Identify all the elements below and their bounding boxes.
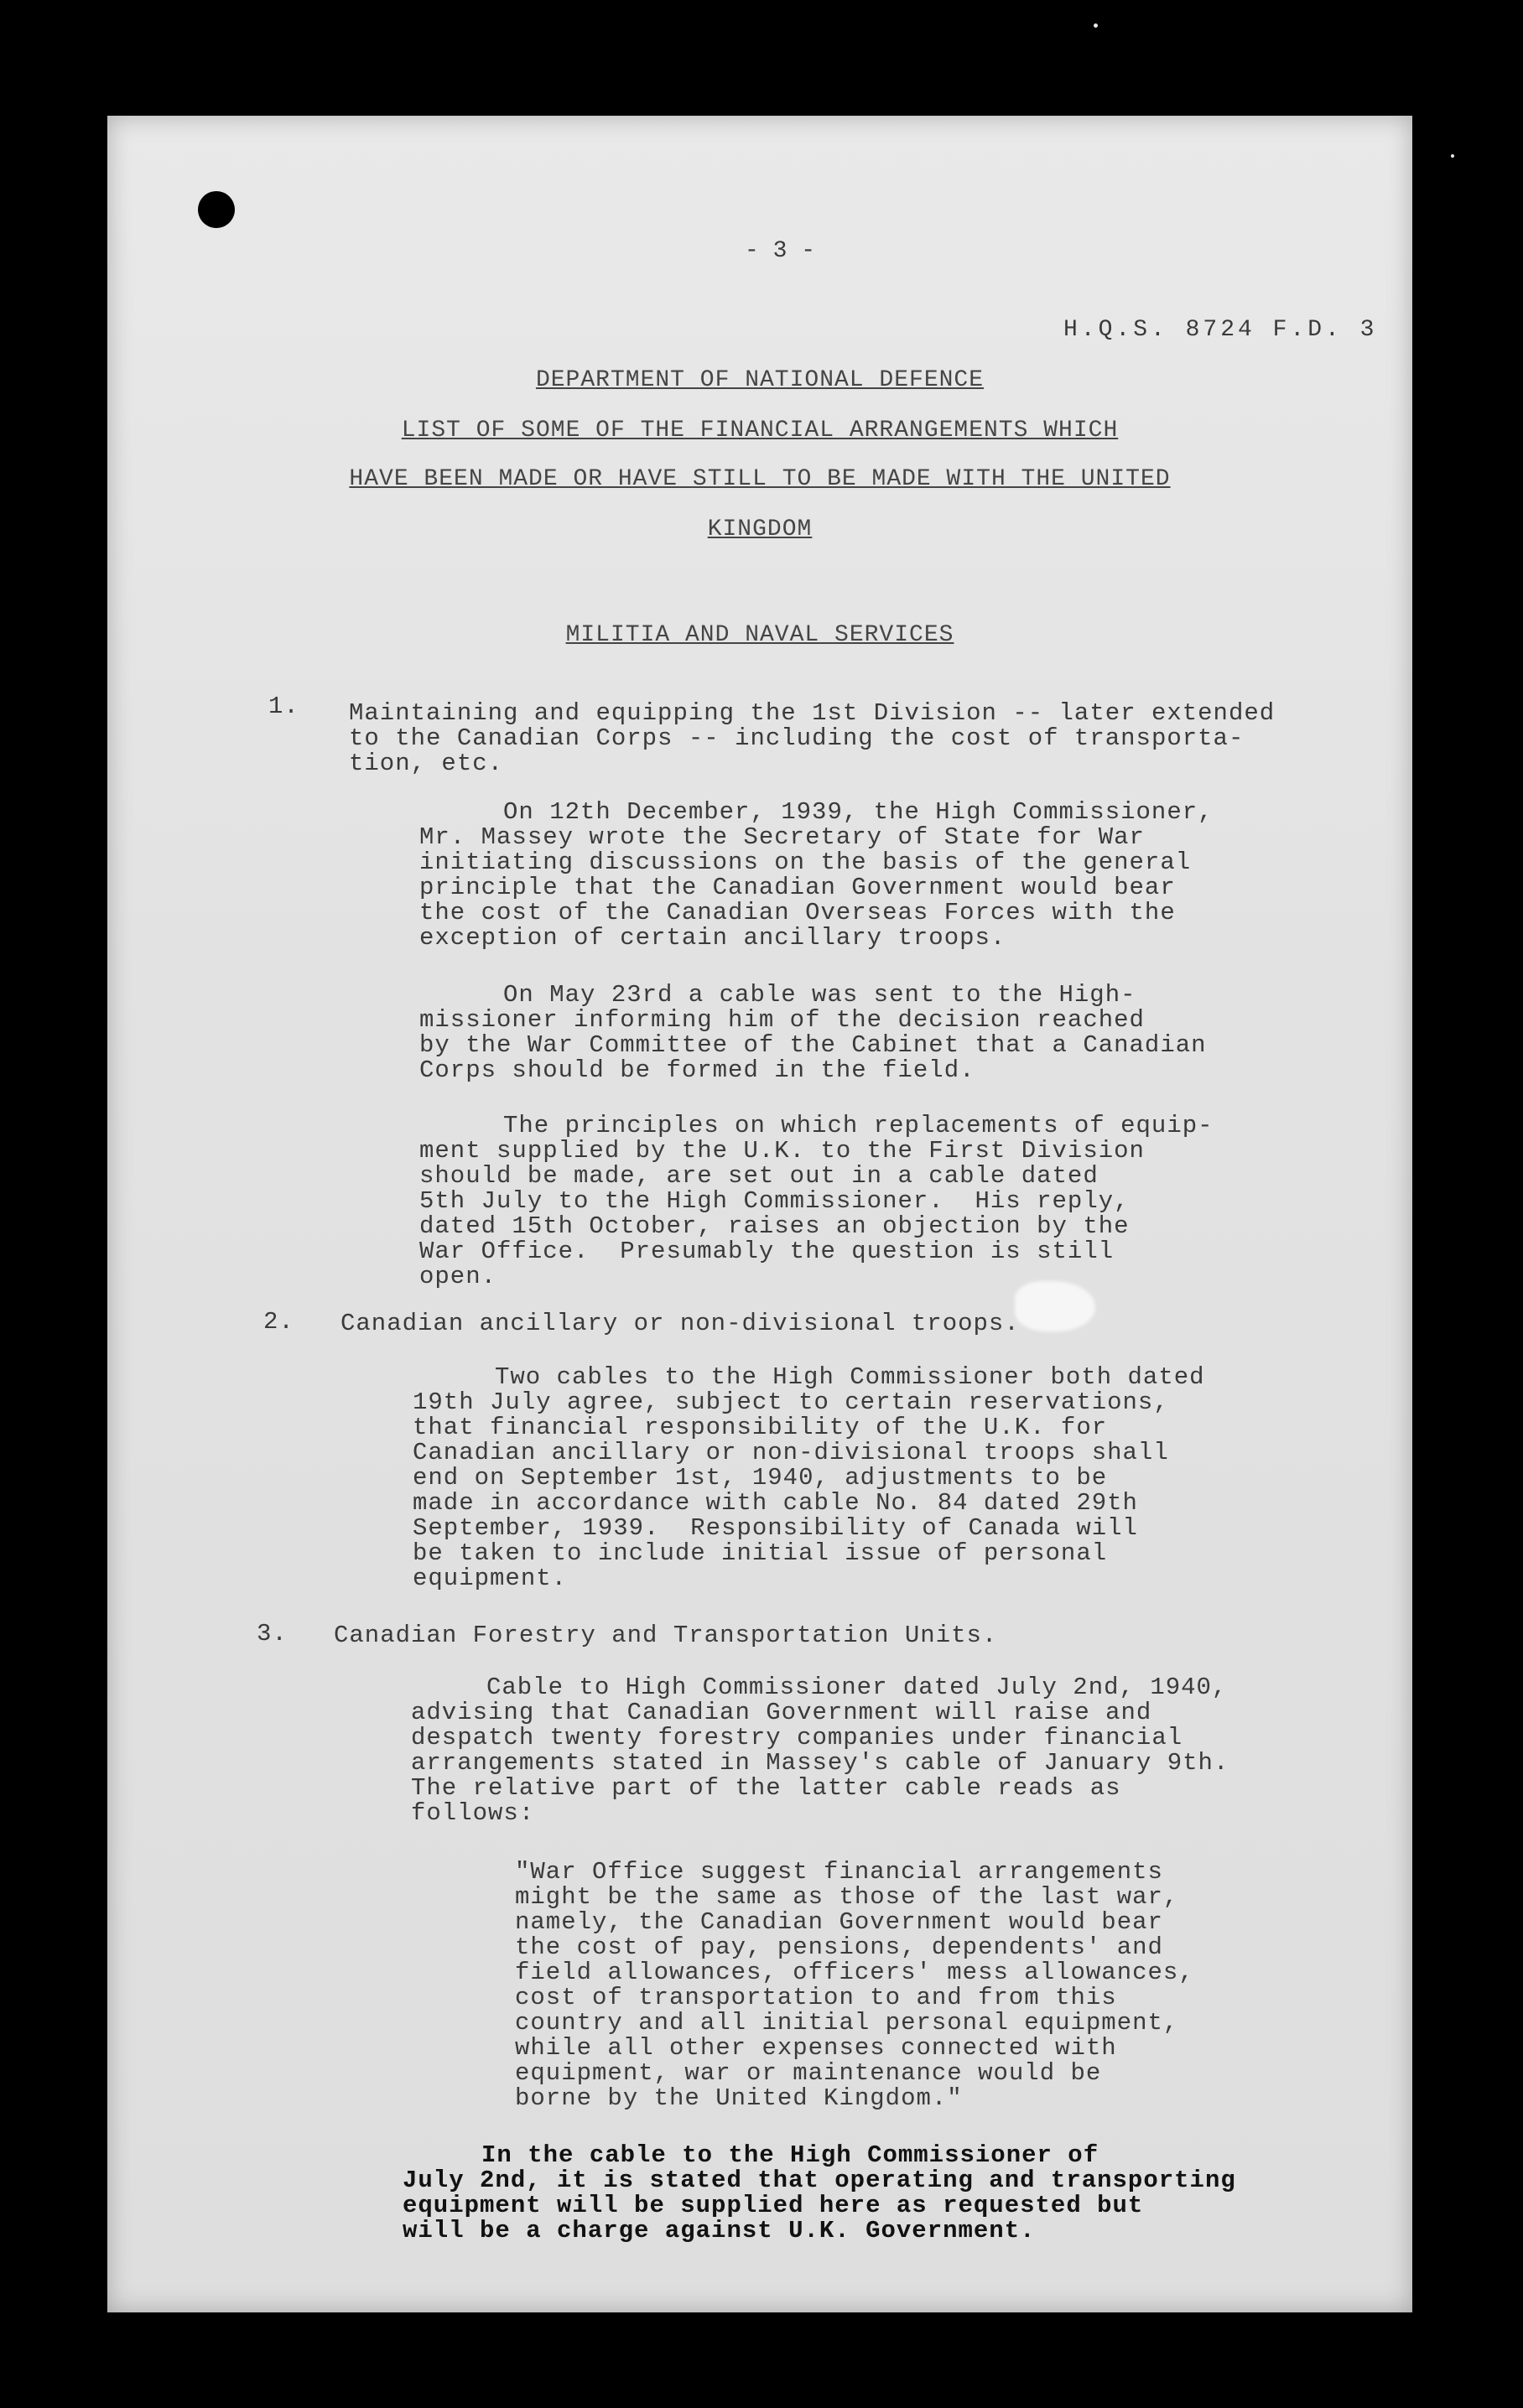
paragraph-line: The principles on which replacements of equip- xyxy=(503,1112,1214,1139)
scan-speck xyxy=(1451,154,1454,158)
quote-line: field allowances, officers' mess allowances, xyxy=(515,1959,1194,1986)
paragraph-line: should be made, are set out in a cable dated xyxy=(419,1162,1099,1190)
paragraph-line: open. xyxy=(419,1263,497,1290)
paragraph-line: principle that the Canadian Government would bear xyxy=(419,874,1176,901)
paragraph-line: by the War Committee of the Cabinet that a Canadian xyxy=(419,1031,1207,1059)
paragraph-line: arrangements stated in Massey's cable of January 9th. xyxy=(411,1749,1229,1777)
paper-damage-mark xyxy=(1015,1281,1095,1331)
closing-line: July 2nd, it is stated that operating and transporting xyxy=(403,2167,1236,2194)
item-title: Canadian Forestry and Transportation Units. xyxy=(334,1622,998,1649)
binder-punch-hole xyxy=(198,191,235,228)
document-page xyxy=(107,116,1412,2312)
paragraph-line: missioner informing him of the decision reached xyxy=(419,1006,1145,1034)
quote-line: country and all initial personal equipment, xyxy=(515,2009,1179,2037)
quote-line: while all other expenses connected with xyxy=(515,2034,1117,2062)
paragraph-line: On 12th December, 1939, the High Commissioner, xyxy=(503,798,1214,826)
paragraph-line: ment supplied by the U.K. to the First Division xyxy=(419,1137,1145,1165)
paragraph-line: September, 1939. Responsibility of Canada will xyxy=(413,1514,1138,1542)
paragraph-line: follows: xyxy=(411,1799,535,1827)
section-heading: MILITIA AND NAVAL SERVICES xyxy=(565,622,954,648)
closing-line: In the cable to the High Commissioner of xyxy=(481,2141,1099,2169)
paragraph-line: equipment. xyxy=(413,1565,568,1592)
item-title-line: to the Canadian Corps -- including the cost of transporta- xyxy=(349,724,1245,752)
paragraph-line: that financial responsibility of the U.K. for xyxy=(413,1414,1108,1441)
quote-line: might be the same as those of the last war, xyxy=(515,1883,1179,1911)
item-number: 2. xyxy=(263,1308,294,1336)
paragraph-line: made in accordance with cable No. 84 dated 29th xyxy=(413,1489,1138,1517)
paragraph-line: On May 23rd a cable was sent to the High- xyxy=(503,981,1136,1009)
file-reference: H.Q.S. 8724 F.D. 3 xyxy=(1063,317,1378,343)
quote-line: namely, the Canadian Government would bear xyxy=(515,1908,1163,1936)
page-number: - 3 - xyxy=(745,238,816,264)
paragraph-line: Cable to High Commissioner dated July 2nd, 1940, xyxy=(486,1674,1228,1701)
item-title-line: tion, etc. xyxy=(349,750,504,777)
heading-line: LIST OF SOME OF THE FINANCIAL ARRANGEMENTS WHICH xyxy=(401,418,1119,444)
paragraph-line: Canadian ancillary or non-divisional troops shall xyxy=(413,1439,1169,1466)
paragraph-line: 19th July agree, subject to certain reservations, xyxy=(413,1388,1169,1416)
quote-line: borne by the United Kingdom." xyxy=(515,2084,963,2112)
paragraph-line: despatch twenty forestry companies under financial xyxy=(411,1724,1183,1752)
heading-line: DEPARTMENT OF NATIONAL DEFENCE xyxy=(535,367,985,393)
quote-line: cost of transportation to and from this xyxy=(515,1984,1117,2011)
scan-speck xyxy=(1094,23,1098,28)
item-title: Canadian ancillary or non-divisional troops. xyxy=(340,1310,1020,1337)
paragraph-line: be taken to include initial issue of personal xyxy=(413,1539,1108,1567)
paragraph-line: dated 15th October, raises an objection by the xyxy=(419,1212,1130,1240)
item-number: 3. xyxy=(257,1620,288,1648)
paragraph-line: War Office. Presumably the question is still xyxy=(419,1238,1115,1265)
paragraph-line: initiating discussions on the basis of the general xyxy=(419,849,1192,876)
quote-line: "War Office suggest financial arrangements xyxy=(515,1858,1163,1886)
heading-line: KINGDOM xyxy=(707,516,813,542)
quote-line: equipment, war or maintenance would be xyxy=(515,2059,1102,2087)
closing-line: will be a charge against U.K. Government. xyxy=(403,2217,1036,2245)
paragraph-line: the cost of the Canadian Overseas Forces with the xyxy=(419,899,1176,926)
closing-line: equipment will be supplied here as requested but xyxy=(403,2192,1144,2219)
item-title-line: Maintaining and equipping the 1st Division -- later extended xyxy=(349,699,1276,727)
paragraph-line: end on September 1st, 1940, adjustments to be xyxy=(413,1464,1108,1492)
item-number: 1. xyxy=(268,693,299,720)
quote-line: the cost of pay, pensions, dependents' and xyxy=(515,1933,1163,1961)
heading-line: HAVE BEEN MADE OR HAVE STILL TO BE MADE WITH THE UNITED xyxy=(349,466,1171,492)
paragraph-line: Two cables to the High Commissioner both dated xyxy=(495,1363,1205,1391)
paragraph-line: 5th July to the High Commissioner. His reply, xyxy=(419,1187,1130,1215)
paragraph-line: advising that Canadian Government will raise and xyxy=(411,1699,1152,1726)
paragraph-line: Corps should be formed in the field. xyxy=(419,1056,975,1084)
paragraph-line: The relative part of the latter cable reads as xyxy=(411,1774,1121,1802)
paragraph-line: Mr. Massey wrote the Secretary of State for War xyxy=(419,823,1145,851)
paragraph-line: exception of certain ancillary troops. xyxy=(419,924,1006,952)
